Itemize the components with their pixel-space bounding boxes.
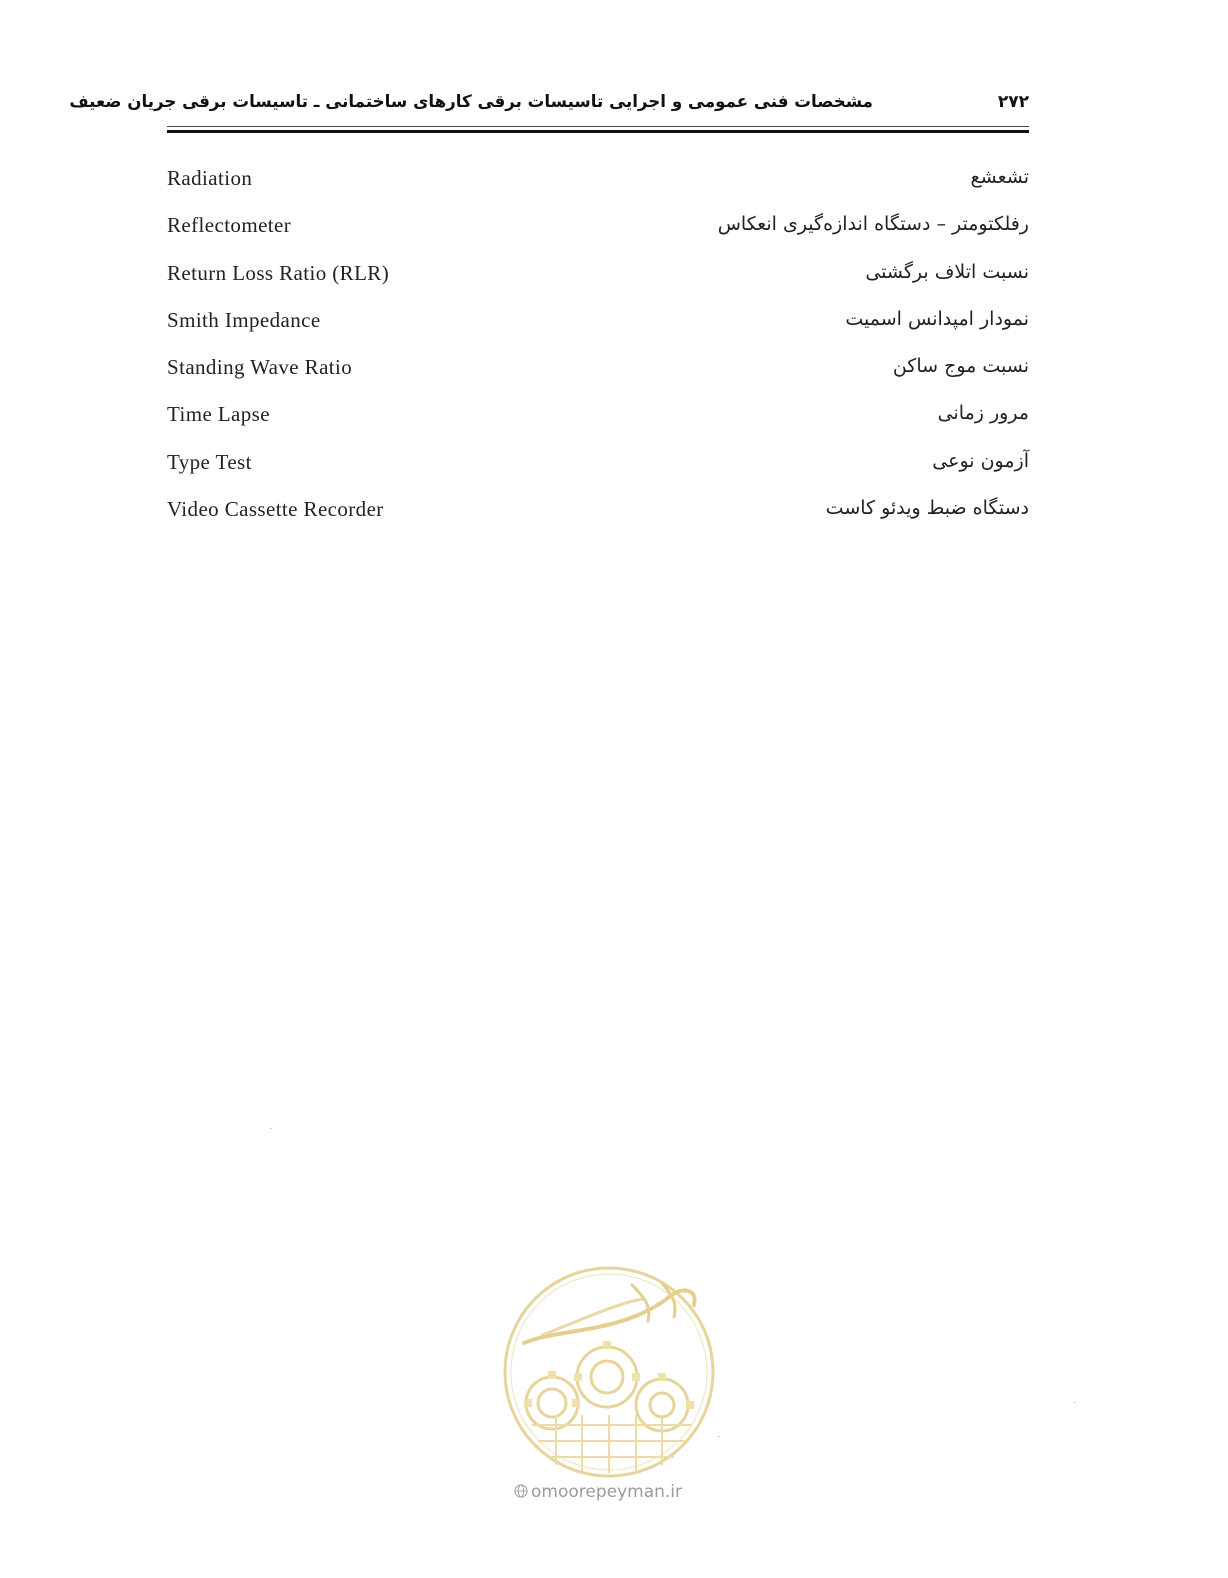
term-persian: رفلکتومتر – دستگاه اندازه‌گیری انعکاس <box>717 213 1029 236</box>
glossary-row <box>167 491 1029 538</box>
header-rule-thin <box>167 126 1029 127</box>
glossary-row <box>167 444 1029 491</box>
page-number: ۲۷۲ <box>997 92 1029 112</box>
glossary-row <box>167 349 1029 396</box>
term-persian: تشعشع <box>970 166 1029 188</box>
term-persian: آزمون نوعی <box>932 449 1029 472</box>
glossary-row <box>167 396 1029 443</box>
running-header <box>69 92 1029 122</box>
term-persian: دستگاه ضبط ویدئو کاست <box>825 497 1029 520</box>
term-persian: نسبت اتلاف برگشتی <box>865 260 1029 283</box>
scan-speck <box>718 1436 720 1437</box>
scan-speck <box>1074 1402 1076 1403</box>
scan-speck <box>270 1128 272 1129</box>
term-english: Smith Impedance <box>167 307 321 332</box>
term-english: Video Cassette Recorder <box>167 497 384 522</box>
glossary-row <box>167 255 1029 302</box>
glossary-row <box>167 302 1029 349</box>
term-english: Type Test <box>167 449 252 474</box>
glossary-row <box>167 207 1029 254</box>
header-rule-thick <box>167 130 1029 133</box>
term-english: Standing Wave Ratio <box>167 355 353 380</box>
glossary-list <box>167 160 1029 538</box>
term-persian: نسبت موج ساکن <box>892 355 1029 378</box>
header-title: مشخصات فنی عمومی و اجرایی تاسیسات برقی کارهای ساختمانی ـ تاسیسات برقی جریان ضعیف <box>69 92 874 112</box>
term-english: Radiation <box>167 166 253 190</box>
term-english: Reflectometer <box>167 213 292 238</box>
glossary-row <box>167 160 1029 207</box>
watermark-url <box>514 1482 714 1502</box>
term-persian: نمودار امپدانس اسمیت <box>845 307 1029 330</box>
term-english: Return Loss Ratio (RLR) <box>167 260 390 285</box>
watermark-url-text: omoorepeyman.ir <box>531 1482 683 1502</box>
watermark-logo <box>502 1265 716 1479</box>
globe-icon <box>514 1484 528 1498</box>
term-persian: مرور زمانی <box>937 402 1029 425</box>
term-english: Time Lapse <box>167 402 270 427</box>
